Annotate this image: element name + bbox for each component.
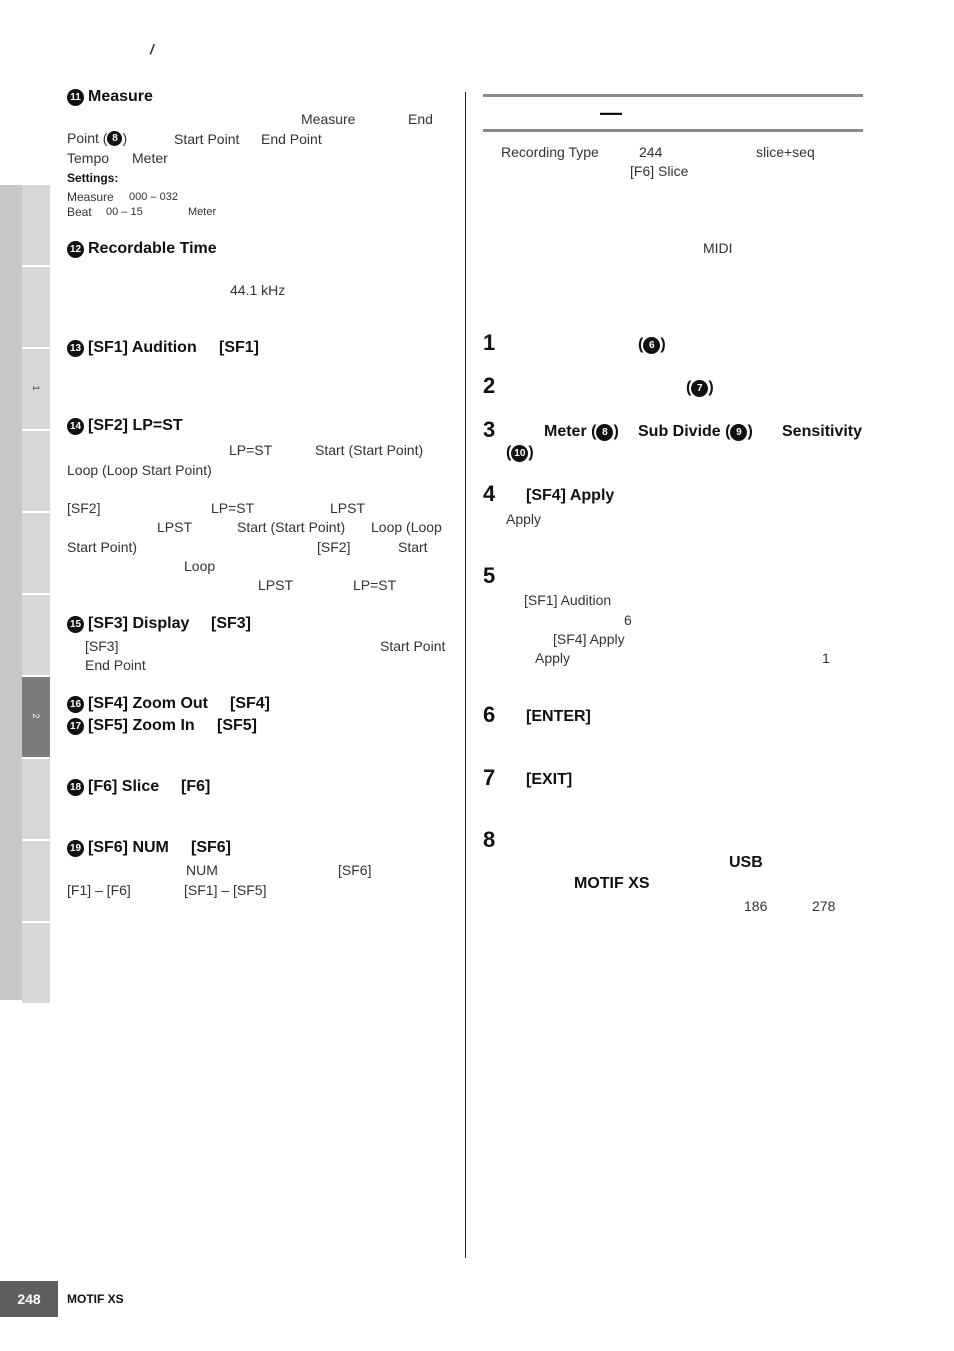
badge-19: 19	[67, 840, 84, 857]
text: (	[686, 379, 692, 396]
chapter-tab-2-active[interactable]	[22, 677, 50, 757]
heading-text: [SF2] LP=ST	[88, 417, 183, 434]
key-sf4: [SF4]	[230, 695, 270, 712]
chapter-tab[interactable]	[22, 595, 50, 675]
section-title-dash: —	[600, 100, 622, 125]
chapter-tab[interactable]	[22, 923, 50, 1003]
text: [F1] – [F6]	[67, 882, 131, 898]
text: Loop (Loop Start Point)	[67, 462, 212, 478]
text: LPST	[157, 519, 193, 535]
badge-11: 11	[67, 89, 84, 106]
text: [SF2]	[317, 539, 351, 555]
text: Point (	[67, 130, 108, 146]
text: [F6] Slice	[630, 163, 689, 179]
text: End Point	[261, 131, 322, 147]
text: MIDI	[703, 240, 733, 256]
section-recordable-time-heading	[67, 240, 217, 258]
text: [SF4] Apply	[553, 631, 625, 647]
text: Tempo	[67, 150, 110, 166]
badge-12: 12	[67, 241, 84, 258]
step-6-enter: [ENTER]	[526, 708, 591, 725]
key-sf1: [SF1]	[219, 339, 259, 356]
text: )	[528, 444, 534, 461]
text: End	[408, 111, 433, 127]
setting-beat-label: Beat	[67, 205, 92, 219]
setting-beat-meter: Meter	[188, 206, 217, 218]
badge-13: 13	[67, 340, 84, 357]
step-2-ref	[686, 379, 714, 397]
text: NUM	[186, 862, 218, 878]
chapter-tab[interactable]	[22, 185, 50, 265]
text-motif-xs: MOTIF XS	[574, 875, 650, 892]
heading-text: [SF3] Display	[88, 615, 190, 632]
section-rule-bottom	[483, 129, 863, 132]
text: [SF1] – [SF5]	[184, 882, 267, 898]
text: Apply	[535, 650, 571, 666]
text: [SF2]	[67, 500, 101, 516]
key-sf6: [SF6]	[191, 839, 231, 856]
text: Meter (	[544, 423, 597, 440]
step-3-meter	[544, 423, 619, 441]
section-display-heading	[67, 615, 189, 633]
text: LP=ST	[353, 577, 397, 593]
text: Start	[398, 539, 428, 555]
text: (	[506, 444, 512, 461]
footer-product-name: MOTIF XS	[67, 1292, 124, 1306]
text: 6	[624, 612, 632, 628]
key-f6: [F6]	[181, 778, 211, 795]
section-lpst-heading	[67, 417, 183, 435]
chapter-tab-label: 2	[31, 713, 41, 719]
heading-text: Recordable Time	[88, 240, 217, 257]
badge-15: 15	[67, 616, 84, 633]
text: LP=ST	[211, 500, 255, 516]
chapter-tab-bar-background	[0, 185, 22, 1000]
badge-7: 7	[691, 380, 708, 397]
heading-text: Measure	[88, 88, 153, 105]
page-number: 248	[17, 1291, 41, 1307]
heading-text: [SF6] NUM	[88, 839, 169, 856]
setting-measure-value: 000 – 032	[129, 191, 178, 203]
column-divider	[465, 92, 466, 1258]
text-usb: USB	[729, 854, 763, 871]
step-7-exit: [EXIT]	[526, 771, 573, 788]
page-ref: 278	[812, 898, 836, 914]
section-rule-top	[483, 94, 863, 97]
step-number-1: 1	[483, 330, 496, 355]
badge-9: 9	[730, 424, 747, 441]
text: )	[660, 336, 666, 353]
step-number-6: 6	[483, 702, 496, 727]
badge-6: 6	[643, 337, 660, 354]
text: Meter	[132, 150, 168, 166]
text: (	[638, 336, 644, 353]
badge-14: 14	[67, 418, 84, 435]
text: Apply	[506, 511, 542, 527]
step-number-5: 5	[483, 563, 496, 588]
text: Start (Start Point)	[237, 519, 346, 535]
text: )	[613, 423, 619, 440]
section-zoom-out-heading	[67, 695, 208, 713]
badge-16: 16	[67, 696, 84, 713]
text: Measure	[301, 111, 356, 127]
text: Sub Divide (	[638, 423, 731, 440]
text: [SF6]	[338, 862, 372, 878]
text: Start Point)	[67, 539, 138, 555]
step-number-2: 2	[483, 373, 496, 398]
text: End Point	[85, 657, 146, 673]
sampling-rate: 44.1 kHz	[230, 282, 286, 298]
text: slice+seq	[756, 144, 815, 160]
step-3-sub-divide	[638, 423, 753, 441]
step-number-7: 7	[483, 765, 496, 790]
page-ref: 186	[744, 898, 768, 914]
text: )	[708, 379, 714, 396]
step-3-sensitivity-ref	[506, 444, 534, 462]
badge-18: 18	[67, 779, 84, 796]
key-sf5: [SF5]	[217, 717, 257, 734]
header-slash: /	[150, 41, 154, 57]
chapter-tab[interactable]	[22, 431, 50, 511]
heading-text: [SF4] Zoom Out	[88, 695, 208, 712]
text: )	[747, 423, 753, 440]
text: )	[122, 130, 128, 146]
section-audition-heading	[67, 339, 197, 357]
text: Start Point	[380, 638, 446, 654]
setting-beat-value: 00 – 15	[106, 206, 143, 218]
text-line	[67, 130, 127, 146]
text: Recording Type	[501, 144, 599, 160]
chapter-tab-label: 1	[31, 385, 41, 391]
chapter-tab[interactable]	[22, 841, 50, 921]
step-number-4: 4	[483, 481, 496, 506]
settings-label: Settings:	[67, 171, 119, 185]
step-number-3: 3	[483, 417, 496, 442]
page-number-box	[0, 1281, 58, 1317]
text: LPST	[258, 577, 294, 593]
heading-text: [SF5] Zoom In	[88, 717, 195, 734]
text: Loop	[184, 558, 216, 574]
section-zoom-in-heading	[67, 717, 195, 735]
chapter-tab[interactable]	[22, 759, 50, 839]
key-sf3: [SF3]	[211, 615, 251, 632]
section-num-heading	[67, 839, 169, 857]
heading-text: [F6] Slice	[88, 778, 160, 795]
step-4-title: [SF4] Apply	[526, 487, 615, 504]
page-ref: 244	[639, 144, 663, 160]
setting-measure-label: Measure	[67, 190, 114, 204]
text: LPST	[330, 500, 366, 516]
section-measure-heading	[67, 88, 153, 106]
text: Start Point	[174, 131, 240, 147]
text: Loop (Loop	[371, 519, 442, 535]
badge-10: 10	[511, 445, 528, 462]
section-slice-heading	[67, 778, 159, 796]
step-3-sensitivity: Sensitivity	[782, 423, 863, 440]
chapter-tab[interactable]	[22, 267, 50, 347]
chapter-tab-1[interactable]	[22, 349, 50, 429]
text: [SF3]	[85, 638, 119, 654]
step-1-ref	[638, 336, 666, 354]
step-number-8: 8	[483, 827, 496, 852]
chapter-tab-bar	[0, 185, 50, 1000]
badge-8: 8	[107, 131, 122, 146]
badge-8: 8	[596, 424, 613, 441]
text: LP=ST	[229, 442, 273, 458]
badge-17: 17	[67, 718, 84, 735]
chapter-tab[interactable]	[22, 513, 50, 593]
heading-text: [SF1] Audition	[88, 339, 197, 356]
text: 1	[822, 650, 830, 666]
text: Start (Start Point)	[315, 442, 424, 458]
text: [SF1] Audition	[524, 592, 612, 608]
